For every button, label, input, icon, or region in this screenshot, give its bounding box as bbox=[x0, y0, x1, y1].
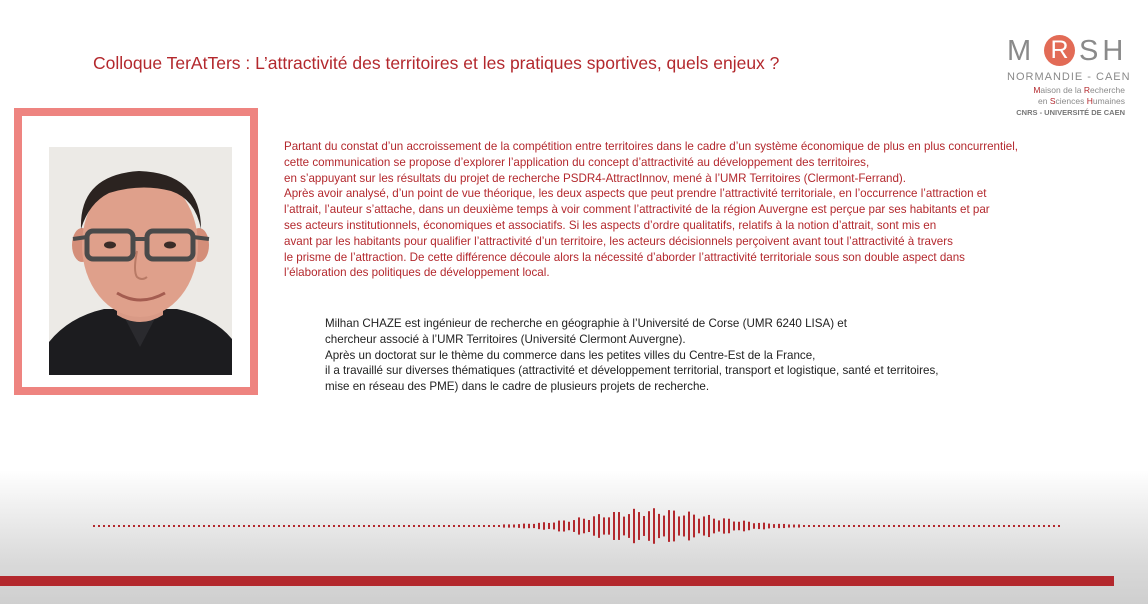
waveform-bar bbox=[613, 512, 615, 540]
waveform-bar bbox=[888, 525, 890, 527]
waveform-bar bbox=[778, 524, 780, 528]
waveform-bar bbox=[493, 525, 495, 527]
waveform-bar bbox=[443, 525, 445, 527]
waveform-bar bbox=[853, 525, 855, 527]
waveform-bar bbox=[1053, 525, 1055, 527]
waveform-bar bbox=[263, 525, 265, 527]
waveform-bar bbox=[753, 523, 755, 529]
waveform-bar bbox=[518, 524, 520, 528]
waveform-bar bbox=[473, 525, 475, 527]
waveform-bar bbox=[603, 517, 605, 534]
abstract-line: Après avoir analysé, d’un point de vue théorique, les deux aspects que peut prendre l’attractivité territoriale, en l’occurrence l’attraction et bbox=[284, 187, 987, 201]
waveform-bar bbox=[673, 511, 675, 542]
waveform-bar bbox=[213, 525, 215, 527]
logo-letters-sh: SH bbox=[1079, 35, 1128, 67]
waveform-bar bbox=[98, 525, 100, 527]
waveform-bar bbox=[533, 524, 535, 528]
waveform-bar bbox=[308, 525, 310, 527]
waveform-bar bbox=[718, 520, 720, 531]
waveform-bar bbox=[163, 525, 165, 527]
waveform-bar bbox=[293, 525, 295, 527]
waveform-bar bbox=[883, 525, 885, 527]
waveform-bar bbox=[593, 516, 595, 535]
waveform-bar bbox=[198, 525, 200, 527]
waveform-bar bbox=[333, 525, 335, 527]
waveform-bar bbox=[963, 525, 965, 527]
abstract-line: en s’appuyant sur les résultats du projet de recherche PSDR4-AttractInnov, mené à l’UMR Territoires (Clermont-Ferrand). bbox=[284, 171, 907, 185]
waveform-bar bbox=[708, 515, 710, 537]
waveform-bar bbox=[463, 525, 465, 527]
waveform-bar bbox=[598, 514, 600, 538]
waveform-bar bbox=[193, 525, 195, 527]
photo-mat bbox=[22, 116, 250, 387]
waveform-bar bbox=[508, 524, 510, 527]
waveform-bar bbox=[218, 525, 220, 527]
waveform-bar bbox=[398, 525, 400, 527]
waveform-bar bbox=[578, 517, 580, 534]
waveform-bar bbox=[273, 525, 275, 527]
waveform-bar bbox=[183, 525, 185, 527]
waveform-bar bbox=[433, 525, 435, 527]
photo-frame bbox=[14, 108, 258, 395]
waveform-bar bbox=[693, 515, 695, 538]
logo-letter-r-circle: R bbox=[1044, 35, 1075, 66]
waveform-bar bbox=[413, 525, 415, 527]
waveform-bar bbox=[968, 525, 970, 527]
waveform-bar bbox=[428, 525, 430, 527]
waveform-bar bbox=[408, 525, 410, 527]
waveform-bar bbox=[808, 525, 810, 527]
waveform-bar bbox=[403, 525, 405, 527]
abstract-text bbox=[284, 139, 1134, 281]
waveform-bar bbox=[368, 525, 370, 527]
waveform-bar bbox=[203, 525, 205, 527]
waveform-bar bbox=[123, 525, 125, 527]
waveform-bar bbox=[948, 525, 950, 527]
abstract-line: avant par les habitants pour qualifier l’attractivité d’un territoire, les acteurs décisionnels perçoivent avant tout l’attractivité à travers bbox=[284, 234, 953, 248]
waveform-bar bbox=[1033, 525, 1035, 527]
abstract-line: ses acteurs institutionnels, économiques et associatifs. Si les aspects d’ordre qualitatifs, relatifs à la notion d’attrait, sont mis en bbox=[284, 218, 937, 232]
waveform-bar bbox=[168, 525, 170, 527]
abstract-line: cette communication se propose d’explorer l’application du concept d’attractivité au développement des territoires, bbox=[284, 155, 870, 169]
waveform-bar bbox=[978, 525, 980, 527]
waveform-bar bbox=[363, 525, 365, 527]
waveform-bar bbox=[523, 524, 525, 529]
waveform-bar bbox=[748, 522, 750, 530]
bio-line: mise en réseau des PME) dans le cadre de plusieurs projets de recherche. bbox=[325, 380, 710, 394]
bio-line: chercheur associé à l’UMR Territoires (Université Clermont Auvergne). bbox=[325, 332, 686, 346]
waveform-bar bbox=[973, 525, 975, 527]
waveform-bar bbox=[1003, 525, 1005, 527]
slide-title: Colloque TerAtTers : L’attractivité des territoires et les pratiques sportives, quels enjeux ? bbox=[93, 53, 780, 73]
waveform-bar bbox=[348, 525, 350, 527]
waveform-bar bbox=[763, 523, 765, 530]
waveform-bar bbox=[848, 525, 850, 527]
waveform-bar bbox=[793, 525, 795, 528]
waveform-bar bbox=[658, 514, 660, 538]
waveform-bar bbox=[903, 525, 905, 527]
waveform-bar bbox=[953, 525, 955, 527]
waveform-bar bbox=[468, 525, 470, 527]
waveform-bar bbox=[983, 525, 985, 527]
waveform-bar bbox=[243, 525, 245, 527]
waveform-bar bbox=[913, 525, 915, 527]
waveform-bar bbox=[548, 523, 550, 529]
waveform-bar bbox=[503, 524, 505, 527]
abstract-line: Partant du constat d’un accroissement de la compétition entre territoires dans le cadre d’un système économique de plus en plus concurrentiel, bbox=[284, 140, 1019, 153]
waveform-bar bbox=[133, 525, 135, 527]
waveform-bar bbox=[108, 525, 110, 527]
waveform-bar bbox=[538, 523, 540, 529]
waveform-bar bbox=[843, 525, 845, 527]
waveform-bar bbox=[488, 525, 490, 527]
bio-line: Milhan CHAZE est ingénieur de recherche en géographie à l’Université de Corse (UMR 6240 LISA) et bbox=[325, 317, 847, 330]
logo-line-2: en Sciences Humaines bbox=[1038, 96, 1125, 106]
waveform-bar bbox=[448, 525, 450, 527]
waveform-bar bbox=[873, 525, 875, 527]
waveform-bar bbox=[553, 523, 555, 530]
waveform-bar bbox=[483, 525, 485, 527]
waveform-bar bbox=[323, 525, 325, 527]
waveform-bar bbox=[298, 525, 300, 527]
waveform-bar bbox=[283, 525, 285, 527]
logo-line-1: Maison de la Recherche bbox=[1033, 85, 1125, 95]
waveform-bar bbox=[898, 525, 900, 527]
waveform-bar bbox=[743, 521, 745, 532]
waveform-bar bbox=[958, 525, 960, 527]
waveform-bar bbox=[833, 525, 835, 527]
waveform-bar bbox=[858, 525, 860, 527]
speaker-bio bbox=[325, 316, 1085, 395]
waveform-bar bbox=[998, 525, 1000, 527]
waveform-bar bbox=[938, 525, 940, 527]
waveform-bar bbox=[723, 518, 725, 533]
waveform-bar bbox=[758, 523, 760, 529]
waveform-bar bbox=[498, 525, 500, 527]
waveform-bar bbox=[688, 512, 690, 541]
waveform-bar bbox=[458, 525, 460, 527]
waveform-bar bbox=[768, 524, 770, 529]
waveform-bar bbox=[338, 525, 340, 527]
waveform-bar bbox=[138, 525, 140, 527]
waveform-bar bbox=[1008, 525, 1010, 527]
bio-line: Après un doctorat sur le thème du commerce dans les petites villes du Centre-Est de la France, bbox=[325, 348, 816, 362]
waveform-bar bbox=[423, 525, 425, 527]
waveform-bar bbox=[1038, 525, 1040, 527]
waveform-bar bbox=[388, 525, 390, 527]
waveform-bar bbox=[558, 521, 560, 532]
waveform-bar bbox=[918, 525, 920, 527]
waveform-bar bbox=[668, 510, 670, 542]
waveform-bar bbox=[153, 525, 155, 527]
waveform-bar bbox=[993, 525, 995, 527]
waveform-bar bbox=[588, 520, 590, 532]
waveform-bar bbox=[783, 524, 785, 528]
waveform-bar bbox=[268, 525, 270, 527]
audio-progress-bar[interactable] bbox=[0, 576, 1114, 586]
waveform-bar bbox=[813, 525, 815, 527]
logo-wordmark bbox=[1007, 34, 1127, 68]
waveform-bar bbox=[703, 516, 705, 535]
waveform-bar bbox=[838, 525, 840, 527]
waveform-bar bbox=[663, 516, 665, 537]
waveform-bar bbox=[1043, 525, 1045, 527]
waveform-bar bbox=[1028, 525, 1030, 527]
logo-subtitle: NORMANDIE - CAEN bbox=[1007, 71, 1131, 83]
waveform-bar bbox=[418, 525, 420, 527]
waveform-bar bbox=[248, 525, 250, 527]
waveform-bar bbox=[1058, 525, 1060, 527]
waveform-bar bbox=[328, 525, 330, 527]
waveform-bar bbox=[863, 525, 865, 527]
waveform-bar bbox=[178, 525, 180, 527]
waveform-bar bbox=[208, 525, 210, 527]
waveform-bar bbox=[513, 525, 515, 528]
bio-line: il a travaillé sur diverses thématiques (attractivité et développement territorial, transport et logistique, santé et territoires, bbox=[325, 364, 939, 378]
waveform-bar bbox=[128, 525, 130, 527]
waveform-bar bbox=[828, 525, 830, 527]
waveform-bar bbox=[343, 525, 345, 527]
waveform-bar bbox=[563, 520, 565, 531]
waveform-bar bbox=[233, 525, 235, 527]
waveform-bar bbox=[933, 525, 935, 527]
waveform-bar bbox=[943, 525, 945, 527]
waveform-bar bbox=[383, 525, 385, 527]
waveform-bar bbox=[188, 525, 190, 527]
waveform-bar bbox=[148, 525, 150, 527]
waveform-bar bbox=[623, 517, 625, 536]
waveform-bar bbox=[478, 525, 480, 527]
mrsh-logo bbox=[1003, 30, 1131, 120]
waveform-bar bbox=[628, 514, 630, 538]
waveform-bar bbox=[228, 525, 230, 527]
waveform-bar bbox=[118, 525, 120, 527]
waveform-bar bbox=[278, 525, 280, 527]
waveform-bar bbox=[258, 525, 260, 527]
waveform-bar bbox=[893, 525, 895, 527]
abstract-line: l’attrait, l’auteur s’attache, dans un deuxième temps à voir comment l’attractivité de la région Auvergne est perçue par ses habitants et par bbox=[284, 203, 990, 217]
waveform-bar bbox=[253, 525, 255, 527]
waveform-bar bbox=[648, 511, 650, 541]
waveform-bar bbox=[638, 512, 640, 540]
waveform-bar bbox=[143, 525, 145, 527]
waveform-bar bbox=[378, 525, 380, 527]
waveform-bar bbox=[773, 524, 775, 528]
waveform-bar bbox=[303, 525, 305, 527]
waveform-bar bbox=[568, 522, 570, 530]
waveform-bar bbox=[1048, 525, 1050, 527]
waveform-bar bbox=[928, 525, 930, 527]
waveform-bar bbox=[1013, 525, 1015, 527]
waveform-bar bbox=[1018, 525, 1020, 527]
waveform-bar bbox=[358, 525, 360, 527]
waveform-bar bbox=[643, 516, 645, 536]
waveform-bar bbox=[173, 525, 175, 527]
waveform-bar bbox=[713, 519, 715, 534]
waveform-bar bbox=[1023, 525, 1025, 527]
waveform-bar bbox=[318, 525, 320, 527]
waveform-bar bbox=[633, 509, 635, 543]
abstract-line: le prisme de l’attraction. De cette différence découle alors la nécessité d’aborder l’attractivité territoriale sous son double aspect dans bbox=[284, 250, 965, 264]
waveform-bar bbox=[313, 525, 315, 527]
waveform-bar bbox=[353, 525, 355, 527]
speaker-portrait bbox=[49, 147, 232, 375]
waveform-bar bbox=[158, 525, 160, 527]
waveform-bar bbox=[93, 525, 95, 527]
waveform-bar bbox=[653, 508, 655, 544]
waveform-bar bbox=[698, 519, 700, 534]
waveform-bar bbox=[738, 522, 740, 530]
waveform-bar bbox=[798, 524, 800, 527]
waveform-bar bbox=[823, 525, 825, 527]
waveform-bar bbox=[678, 516, 680, 535]
waveform-bar bbox=[453, 525, 455, 527]
waveform-bar bbox=[528, 524, 530, 528]
waveform-bar bbox=[573, 520, 575, 532]
waveform-bar bbox=[393, 525, 395, 527]
abstract-line: l’élaboration des politiques de développement local. bbox=[284, 266, 550, 280]
waveform-bar bbox=[683, 516, 685, 537]
waveform-bar bbox=[818, 525, 820, 527]
waveform-bar bbox=[733, 522, 735, 531]
waveform-bar bbox=[288, 525, 290, 527]
waveform-bar bbox=[728, 519, 730, 533]
audio-waveform bbox=[90, 505, 1060, 547]
waveform-bar bbox=[923, 525, 925, 527]
waveform-bar bbox=[438, 525, 440, 527]
logo-line-3: CNRS - UNIVERSITÉ DE CAEN bbox=[1016, 108, 1125, 117]
waveform-bar bbox=[373, 525, 375, 527]
waveform-bar bbox=[238, 525, 240, 527]
waveform-bar bbox=[608, 517, 610, 534]
waveform-bar bbox=[868, 525, 870, 527]
waveform-bar bbox=[583, 519, 585, 534]
waveform-bar bbox=[878, 525, 880, 527]
waveform-bar bbox=[103, 525, 105, 527]
waveform-bar bbox=[803, 525, 805, 527]
waveform-bar bbox=[908, 525, 910, 527]
waveform-bar bbox=[618, 512, 620, 540]
logo-letter-m: M bbox=[1007, 35, 1032, 67]
waveform-bar bbox=[543, 522, 545, 529]
waveform-bar bbox=[988, 525, 990, 527]
waveform-bar bbox=[788, 524, 790, 527]
waveform-bar bbox=[223, 525, 225, 527]
waveform-bar bbox=[113, 525, 115, 527]
